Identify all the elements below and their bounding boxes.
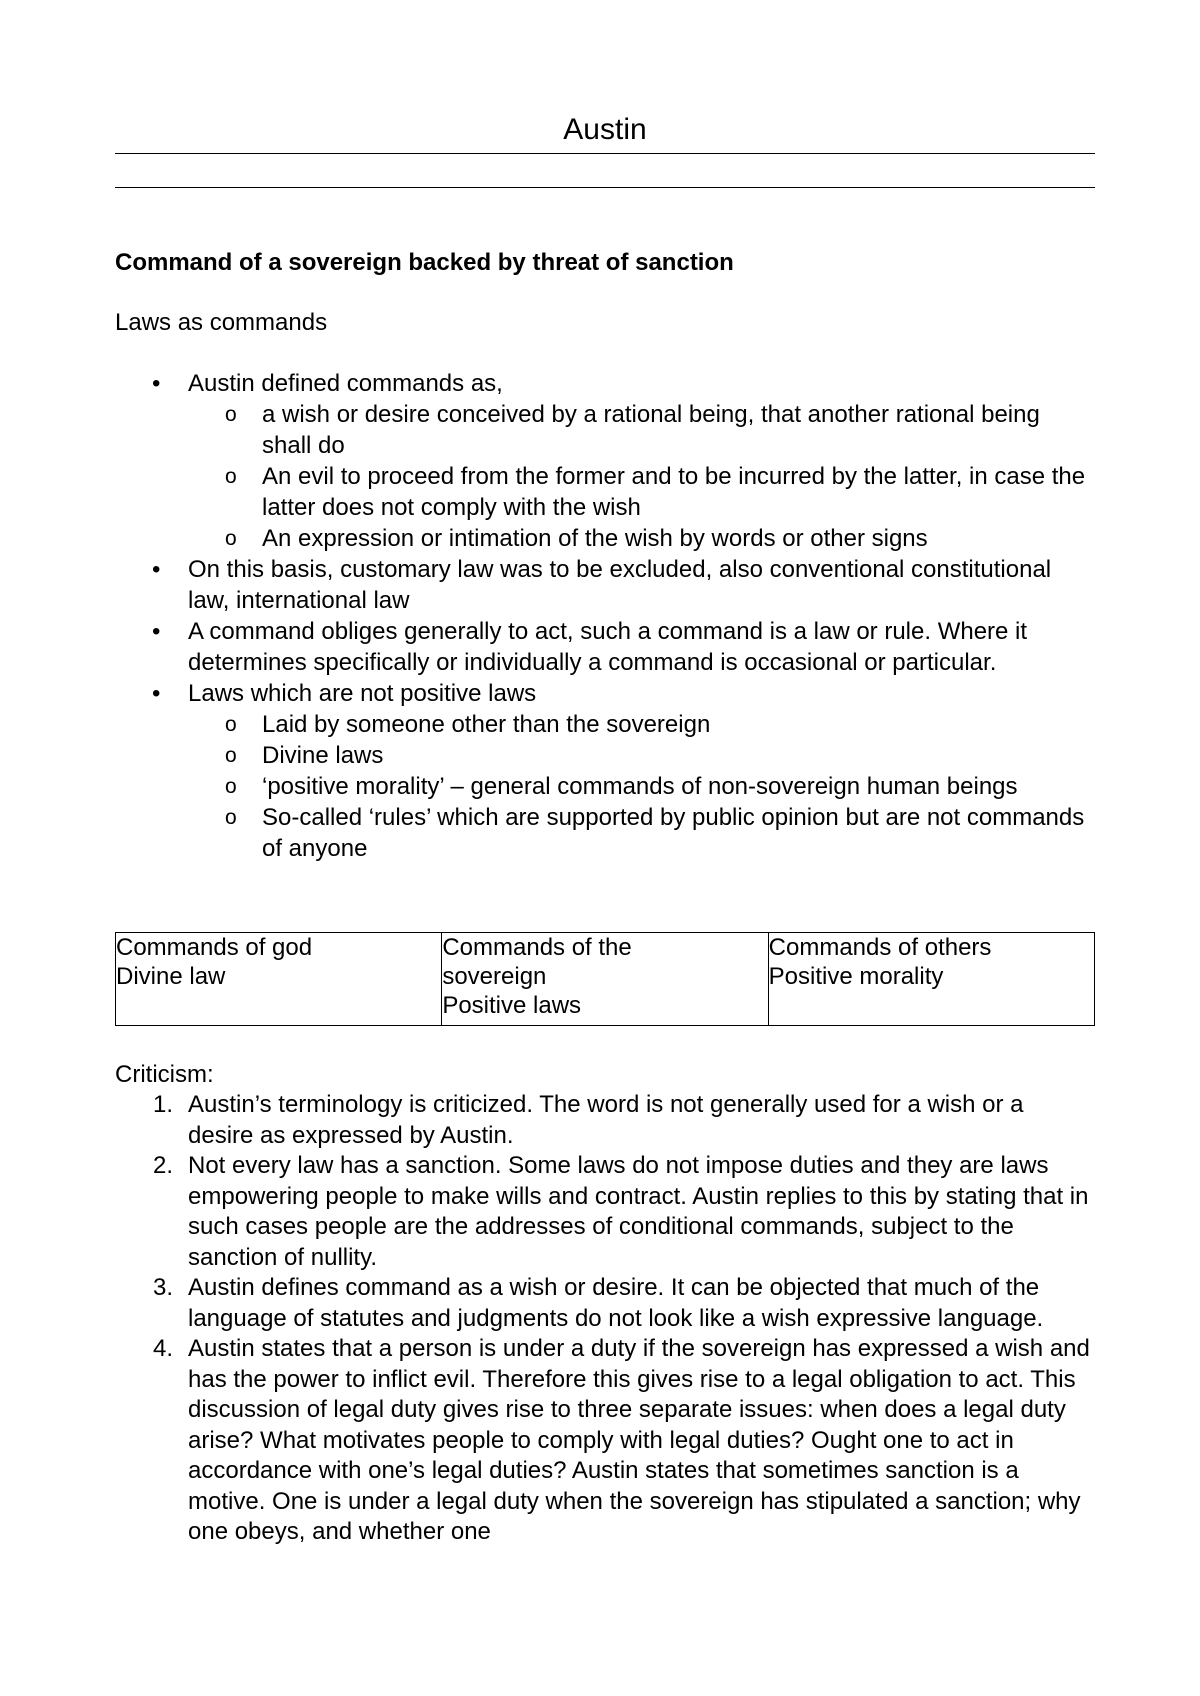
sub-bullet-marker: o xyxy=(225,465,237,488)
table-cell xyxy=(768,933,1094,1026)
sub-bullet-marker: o xyxy=(225,713,237,736)
sub-list-item-text: Laid by someone other than the sovereign xyxy=(262,711,711,738)
sub-bullet-marker: o xyxy=(225,527,237,550)
list-item xyxy=(115,1334,1095,1548)
list-number: 2. xyxy=(153,1152,174,1179)
bullet-marker: • xyxy=(152,556,161,583)
sub-list-item xyxy=(115,399,1095,461)
sub-bullet-marker: o xyxy=(225,744,237,767)
criticism-heading: Criticism: xyxy=(115,1061,214,1088)
title-divider xyxy=(115,187,1095,188)
sub-list-item-text: So-called ‘rules’ which are supported by public opinion but are not commands of anyone xyxy=(262,804,1085,862)
cell-line: sovereign xyxy=(442,963,547,990)
cell-line: Commands of the xyxy=(442,934,632,961)
criticism-list xyxy=(115,1090,1095,1548)
sub-list-item xyxy=(115,461,1095,523)
list-item-text: Austin defines command as a wish or desire. It can be objected that much of the language of statutes and judgments do not look like a wish expressive language. xyxy=(188,1274,1044,1332)
table-cell xyxy=(442,933,768,1026)
list-number: 1. xyxy=(153,1091,174,1118)
sub-list-item-text: a wish or desire conceived by a rational being, that another rational being shall do xyxy=(262,401,1040,459)
section-heading: Command of a sovereign backed by threat of sanction xyxy=(115,249,734,276)
list-number: 3. xyxy=(153,1274,174,1301)
sub-list-item xyxy=(115,523,1095,554)
cell-line: Commands of god xyxy=(116,934,313,961)
commands-table xyxy=(115,932,1095,1026)
intro-paragraph: Laws as commands xyxy=(115,309,328,336)
cell-line: Commands of others xyxy=(768,934,992,961)
cell-line: Positive laws xyxy=(442,992,582,1019)
list-item xyxy=(115,616,1095,678)
bullet-marker: • xyxy=(152,370,161,397)
sub-list-item xyxy=(115,771,1095,802)
document-title: Austin xyxy=(563,113,647,146)
sub-list-item-text: An expression or intimation of the wish by words or other signs xyxy=(262,525,928,552)
list-item xyxy=(115,678,1095,709)
sub-bullet-marker: o xyxy=(225,403,237,426)
list-item-text: On this basis, customary law was to be excluded, also conventional constitutional law, international law xyxy=(188,556,1052,614)
bullet-list xyxy=(115,368,1095,864)
sub-list-item xyxy=(115,740,1095,771)
list-item-text: Laws which are not positive laws xyxy=(188,680,537,707)
title-underline xyxy=(115,153,1095,154)
table-cell xyxy=(116,933,442,1026)
bullet-marker: • xyxy=(152,618,161,645)
sub-list-item xyxy=(115,802,1095,864)
list-item-text: Austin’s terminology is criticized. The word is not generally used for a wish or a desire as expressed by Austin. xyxy=(188,1091,1024,1149)
list-item-text: Austin defined commands as, xyxy=(188,370,503,397)
sub-list-item xyxy=(115,709,1095,740)
list-item-text: Not every law has a sanction. Some laws do not impose duties and they are laws empowering people to make wills and contract. Austin replies to this by stating that in such cases people are the addresses of conditional commands, subject to the sanction of nullity. xyxy=(188,1152,1089,1271)
cell-line: Divine law xyxy=(116,963,226,990)
sub-list-item-text: Divine laws xyxy=(262,742,384,769)
bullet-marker: • xyxy=(152,680,161,707)
list-item xyxy=(115,1151,1095,1273)
sub-bullet-marker: o xyxy=(225,806,237,829)
sub-list-item-text: ‘positive morality’ – general commands of non-sovereign human beings xyxy=(262,773,1018,800)
list-item xyxy=(115,368,1095,399)
list-item-text: Austin states that a person is under a duty if the sovereign has expressed a wish and has the power to inflict evil. Therefore this gives rise to a legal obligation to act. This discussion of legal duty gives rise to three separate issues: when does a legal duty arise? What motivates people to comply with legal duties? Ought one to act in accordance with one’s legal duties? Austin states that sometimes sanction is a motive. One is under a legal duty when the sovereign has stipulated a sanction; why one obeys, and whether one xyxy=(188,1335,1090,1545)
list-item xyxy=(115,1273,1095,1334)
list-item xyxy=(115,554,1095,616)
list-number: 4. xyxy=(153,1335,174,1362)
sub-list-item-text: An evil to proceed from the former and to be incurred by the latter, in case the latter does not comply with the wish xyxy=(262,463,1086,521)
cell-line: Positive morality xyxy=(768,963,944,990)
list-item xyxy=(115,1090,1095,1151)
table-row xyxy=(116,933,1095,1026)
sub-bullet-marker: o xyxy=(225,775,237,798)
list-item-text: A command obliges generally to act, such a command is a law or rule. Where it determines specifically or individually a command is occasional or particular. xyxy=(188,618,1028,676)
